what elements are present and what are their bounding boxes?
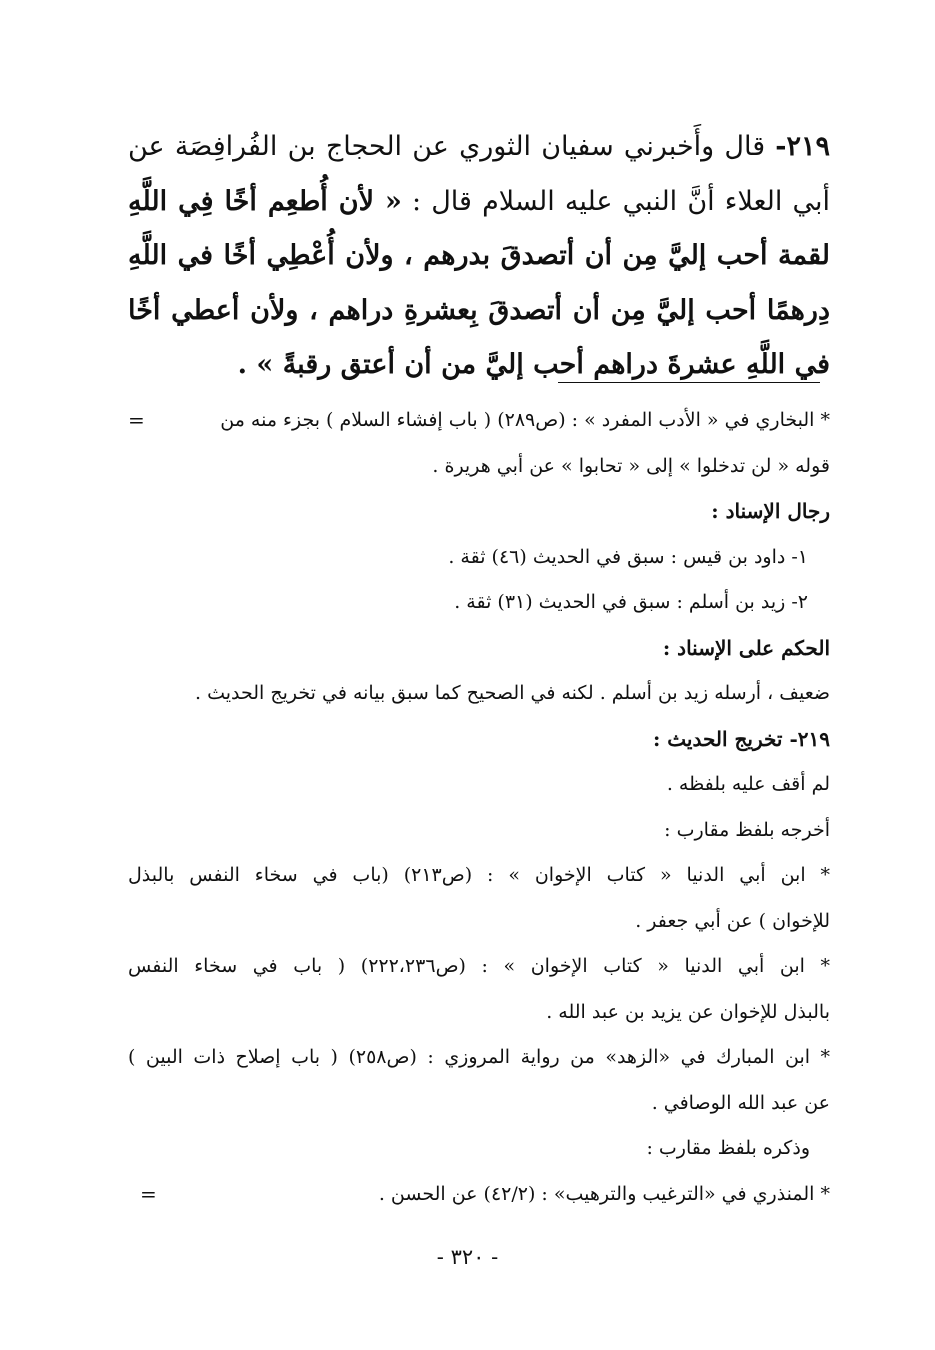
hadith-text: « لأن أُطعِم أخًا فِي اللَّهِ لقمة أحب إليَّ مِن أن أتصدقَ بدرهم ، ولأن أُعْطِي أخًا في اللَّهِ دِرهمًا أحب إليَّ مِن أن أتصدقَ بِعشرةِ دراهم ، ولأن أعطي أخًا في اللَّهِ عشرةَ دراهم أحب إليَّ من أن أعتق رقبةً » . (128, 185, 830, 380)
takhrij-line: للإخوان ) عن أبي جعفر . (635, 909, 830, 932)
hadith-number: ٢١٩- (775, 131, 830, 162)
continuation-marker: = (128, 408, 145, 432)
continuation-marker: = (140, 1181, 157, 1206)
page-number: - ٣٢٠ - (436, 1245, 499, 1269)
takhrij-line: أخرجه بلفظ مقارب : (664, 818, 830, 841)
takhrij-line: وذكره بلفظ مقارب : (646, 1137, 810, 1159)
rijal-item: ١- داود بن قيس : سبق في الحديث (٤٦) ثقة . (448, 545, 808, 568)
takhrij-line: لم أقف عليه بلفظه . (666, 773, 830, 795)
footnote-line (128, 398, 830, 444)
hukm-text: ضعيف ، أرسله زيد بن أسلم . لكنه في الصحيح كما سبق بيانه في تخريج الحديث . (194, 682, 830, 704)
hadith-intro: قال وأَخبرني سفيان الثوري عن الحجاج بن الفُرافِصَة عن أبي العلاء أنَّ النبي عليه السلام قال : (128, 131, 830, 217)
takhrij-line: * ابن أبي الدنيا « كتاب الإخوان » : (ص٢١٣) (باب في سخاء النفس بالبذل (128, 864, 830, 886)
takhrij-line: * ابن أبي الدنيا « كتاب الإخوان » : (ص٢٢٢،٢٣٦) ( باب في سخاء النفس (128, 955, 830, 977)
takhrij-line: * ابن المبارك في «الزهد» من رواية المروزي : (ص٢٥٨) ( باب إصلاح ذات البين ) (128, 1046, 830, 1068)
footnote-separator (558, 382, 820, 383)
hadith-paragraph (128, 120, 830, 393)
rijal-item: ٢- زيد بن أسلم : سبق في الحديث (٣١) ثقة . (454, 591, 808, 613)
hukm-heading: الحكم على الإسناد : (662, 635, 830, 660)
bukhari-reference: * البخاري في « الأدب المفرد » : (ص٢٨٩) ( باب إفشاء السلام ) بجزء منه من (220, 409, 830, 431)
takhrij-heading: ٢١٩- تخريج الحديث : (652, 726, 830, 751)
mundhiri-reference: * المنذري في «الترغيب والترهيب» : (٤٢/٢) عن الحسن . (378, 1182, 830, 1205)
footnote-section (128, 398, 830, 1217)
takhrij-line (128, 1172, 830, 1218)
footnote-line: قوله « لن تدخلوا » إلى « تحابوا » عن أبي هريرة . (432, 454, 830, 477)
rijal-heading: رجال الإسناد : (711, 499, 830, 523)
takhrij-line: عن عبد الله الوصافي . (651, 1091, 830, 1114)
takhrij-line: بالبذل للإخوان عن يزيد بن عبد الله . (546, 1000, 830, 1023)
